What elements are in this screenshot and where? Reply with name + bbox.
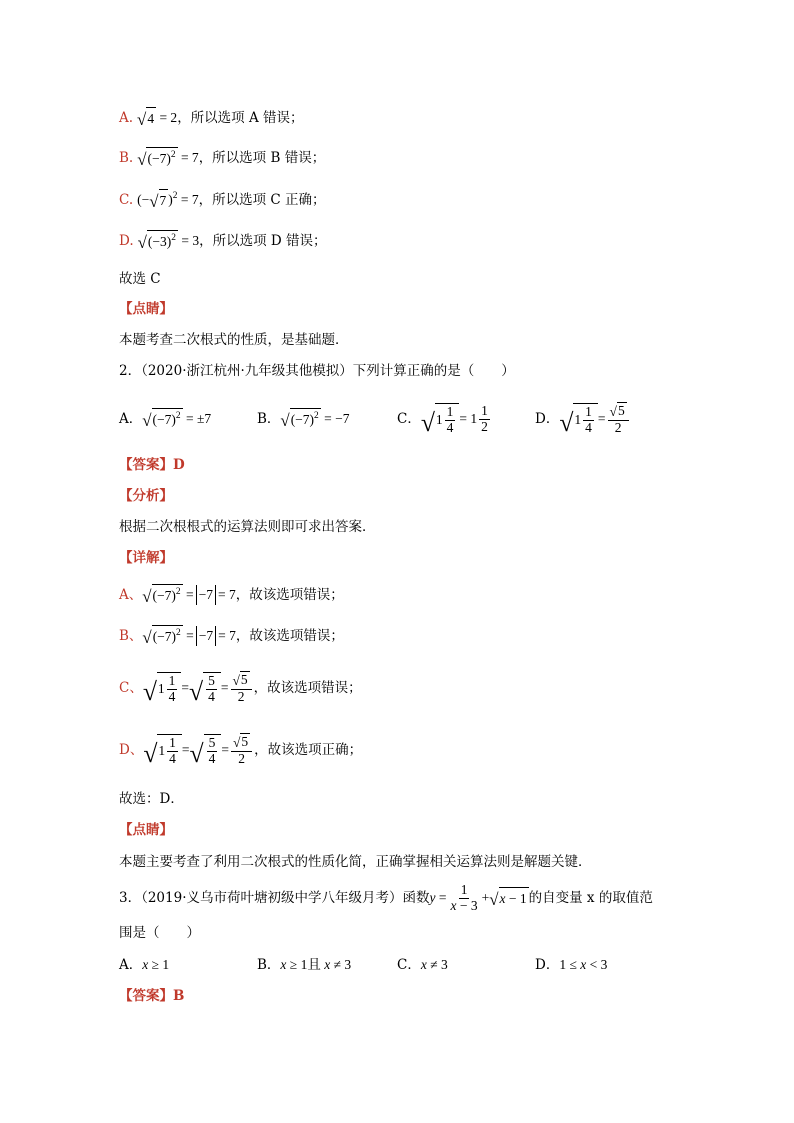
option-label: D． — [535, 411, 560, 427]
math-expression: √ (−7) $^2$ = −7 = 7 — [142, 584, 235, 606]
math-expression: √ 1 $\frac{1}{4}$ = √ $\frac{5}{4}$ = √ 5 2 — [143, 671, 254, 705]
q2-detail-a — [119, 585, 344, 605]
option-label: B． — [257, 957, 281, 973]
option-label: C、 — [119, 680, 143, 696]
math-expression: √ (−7) $^2$ = −7 — [280, 408, 349, 430]
q1-detail-a — [119, 108, 304, 128]
q2-options — [119, 402, 679, 436]
q2-option-a — [119, 402, 211, 436]
option-label: B． — [257, 411, 281, 427]
option-label: D. — [119, 233, 134, 249]
option-label: D． — [535, 957, 560, 973]
q1-comment-text: 本题考查二次根式的性质，是基础题． — [119, 332, 349, 348]
q2-analysis-heading: 【分析】 — [119, 488, 173, 504]
q2-detail-c — [119, 669, 362, 707]
math-expression: x ≥ 1且 x ≠ 3 — [280, 957, 352, 972]
q2-conclusion: 故选：D． — [119, 791, 184, 807]
option-label: A． — [119, 957, 143, 973]
q3-option-d — [535, 955, 607, 975]
q3-option-a — [119, 955, 169, 975]
q2-comment-heading: 【点睛】 — [119, 822, 173, 838]
math-expression: √ (−7) $^2$ = 7 — [137, 147, 198, 169]
option-label: A. — [119, 110, 134, 126]
q3-stem-prefix: 3．（2019·义乌市荷叶塘初级中学八年级月考）函数 — [119, 890, 430, 906]
q2-detail-b — [119, 626, 344, 646]
detail-text: ，所以选项 C 正确； — [198, 192, 326, 208]
q2-option-d — [535, 402, 631, 436]
math-expression: x ≥ 1 — [142, 957, 170, 972]
q1-detail-c — [119, 190, 326, 210]
option-label: A． — [119, 411, 143, 427]
q2-stem: 2．（2020·浙江杭州·九年级其他模拟）下列计算正确的是（ ） — [119, 363, 515, 379]
q3-stem-suffix: 的自变量 x 的取值范 — [528, 890, 653, 906]
q3-option-b — [257, 955, 351, 975]
detail-text: ，故该选项错误； — [235, 587, 344, 603]
math-expression: 1 ≤ x < 3 — [559, 957, 608, 972]
option-label: C． — [397, 957, 421, 973]
option-label: C. — [119, 192, 134, 208]
q3-stem — [119, 880, 653, 916]
math-expression: √ (−7) $^2$ = −7 = 7 — [142, 625, 235, 647]
detail-text: ，故该选项错误； — [253, 680, 362, 696]
q1-comment-heading: 【点睛】 — [119, 301, 173, 317]
q3-option-c — [397, 955, 448, 975]
detail-text: ，故该选项正确； — [254, 742, 363, 758]
math-expression: y = $\frac{1}{x - 3}$ + √ x − 1 — [429, 881, 527, 913]
q2-detail-heading: 【详解】 — [119, 550, 173, 566]
q1-conclusion: 故选 C — [119, 271, 161, 287]
q3-answer: 【答案】B — [119, 988, 185, 1004]
q3-stem-line2: 围是（ ） — [119, 925, 200, 941]
option-label: D、 — [119, 742, 144, 758]
detail-text: ，所以选项 D 错误； — [199, 233, 327, 249]
option-label: B、 — [119, 628, 143, 644]
q2-detail-d — [119, 731, 362, 769]
q1-detail-d — [119, 231, 327, 251]
math-expression: x ≠ 3 — [420, 957, 448, 972]
math-expression: √ 1 $\frac{1}{4}$ = √ $\frac{5}{4}$ = √ 5 2 — [143, 733, 254, 767]
option-label: A、 — [119, 587, 143, 603]
math-expression: √ (−3) $^2$ = 3 — [138, 230, 199, 252]
q2-analysis-text: 根据二次根根式的运算法则即可求出答案． — [119, 519, 376, 535]
q2-option-b — [257, 402, 350, 436]
option-label: B. — [119, 150, 134, 166]
math-expression: √ 1 $\frac{1}{4}$ = 1 $\frac{1}{2}$ — [420, 402, 488, 437]
q3-options — [119, 955, 679, 975]
q2-answer: 【答案】D — [119, 457, 185, 473]
detail-text: ，所以选项 A 错误； — [177, 110, 304, 126]
q2-comment-text: 本题主要考查了利用二次根式的性质化简，正确掌握相关运算法则是解题关键． — [119, 854, 592, 870]
math-expression: √ 4 = 2 — [137, 107, 177, 129]
detail-text: ，所以选项 B 错误； — [198, 150, 326, 166]
option-label: C． — [397, 411, 421, 427]
math-expression: √ 1 $\frac{1}{4}$ = √ 5 2 — [559, 402, 630, 436]
math-expression: (− √ 7 ) $^2$ = 7 — [137, 189, 198, 211]
detail-text: ，故该选项错误； — [235, 628, 344, 644]
q2-option-c — [397, 402, 492, 436]
math-expression: √ (−7) $^2$ = ±7 — [142, 408, 211, 430]
q1-detail-b — [119, 148, 325, 168]
